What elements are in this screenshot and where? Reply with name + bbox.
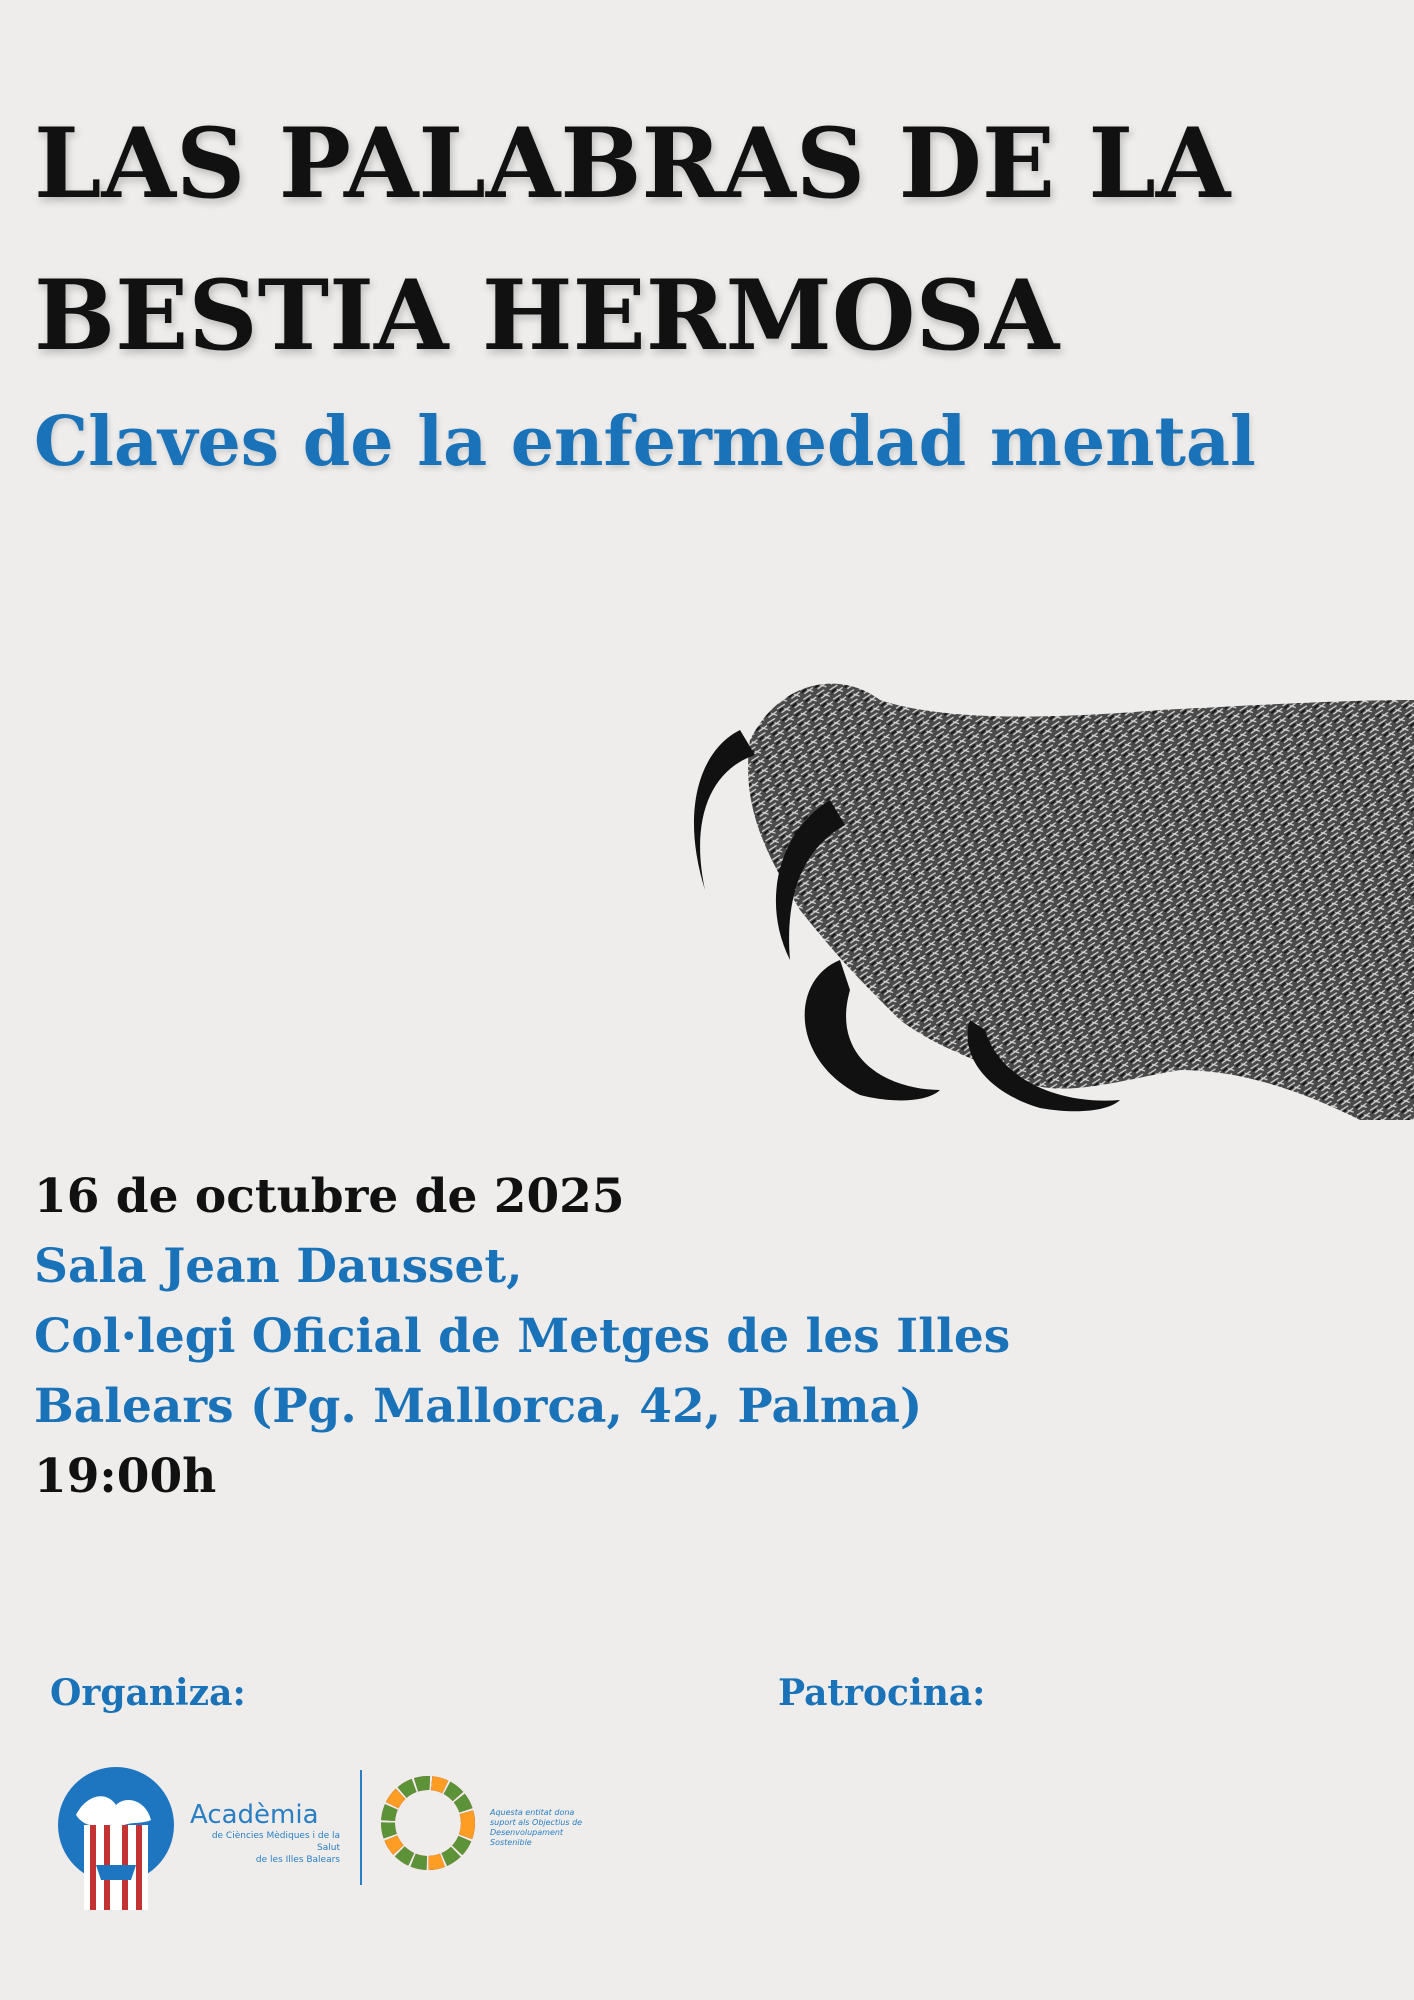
academia-sub-1: de Ciències Mèdiques i de la Salut — [211, 1831, 340, 1853]
academia-text — [190, 1800, 340, 1866]
event-date: 16 de octubre de 2025 — [34, 1169, 625, 1224]
academia-logo — [58, 1767, 174, 1910]
academia-sub-2: de les Illes Balears — [255, 1855, 340, 1865]
sdg-line-1: Aquesta entitat dona — [490, 1808, 575, 1817]
venue-line-1: Sala Jean Dausset, — [34, 1239, 523, 1294]
title-line-2: BESTIA HERMOSA — [34, 259, 1060, 372]
sdg-text — [490, 1808, 600, 1848]
claw-icon — [640, 660, 1414, 1120]
sdg-line-4: Sostenible — [490, 1838, 532, 1847]
organiza-label: Organiza: — [50, 1672, 246, 1714]
event-time: 19:00h — [34, 1449, 217, 1504]
poster-title — [34, 88, 1394, 392]
sdg-wheel-icon — [388, 1783, 468, 1863]
sdg-line-2: suport als Objectius de — [490, 1818, 583, 1827]
venue-line-3: Balears (Pg. Mallorca, 42, Palma) — [34, 1379, 923, 1434]
logo-divider — [360, 1770, 362, 1885]
title-line-1: LAS PALABRAS DE LA — [34, 107, 1231, 220]
sdg-line-3: Desenvolupament — [490, 1828, 564, 1837]
event-info — [34, 1162, 1134, 1512]
poster-subtitle: Claves de la enfermedad mental — [34, 402, 1256, 482]
academia-name: Acadèmia — [190, 1800, 319, 1830]
venue-line-2: Col·legi Oficial de Metges de les Illes — [34, 1309, 1011, 1364]
patrocina-label: Patrocina: — [778, 1672, 986, 1714]
